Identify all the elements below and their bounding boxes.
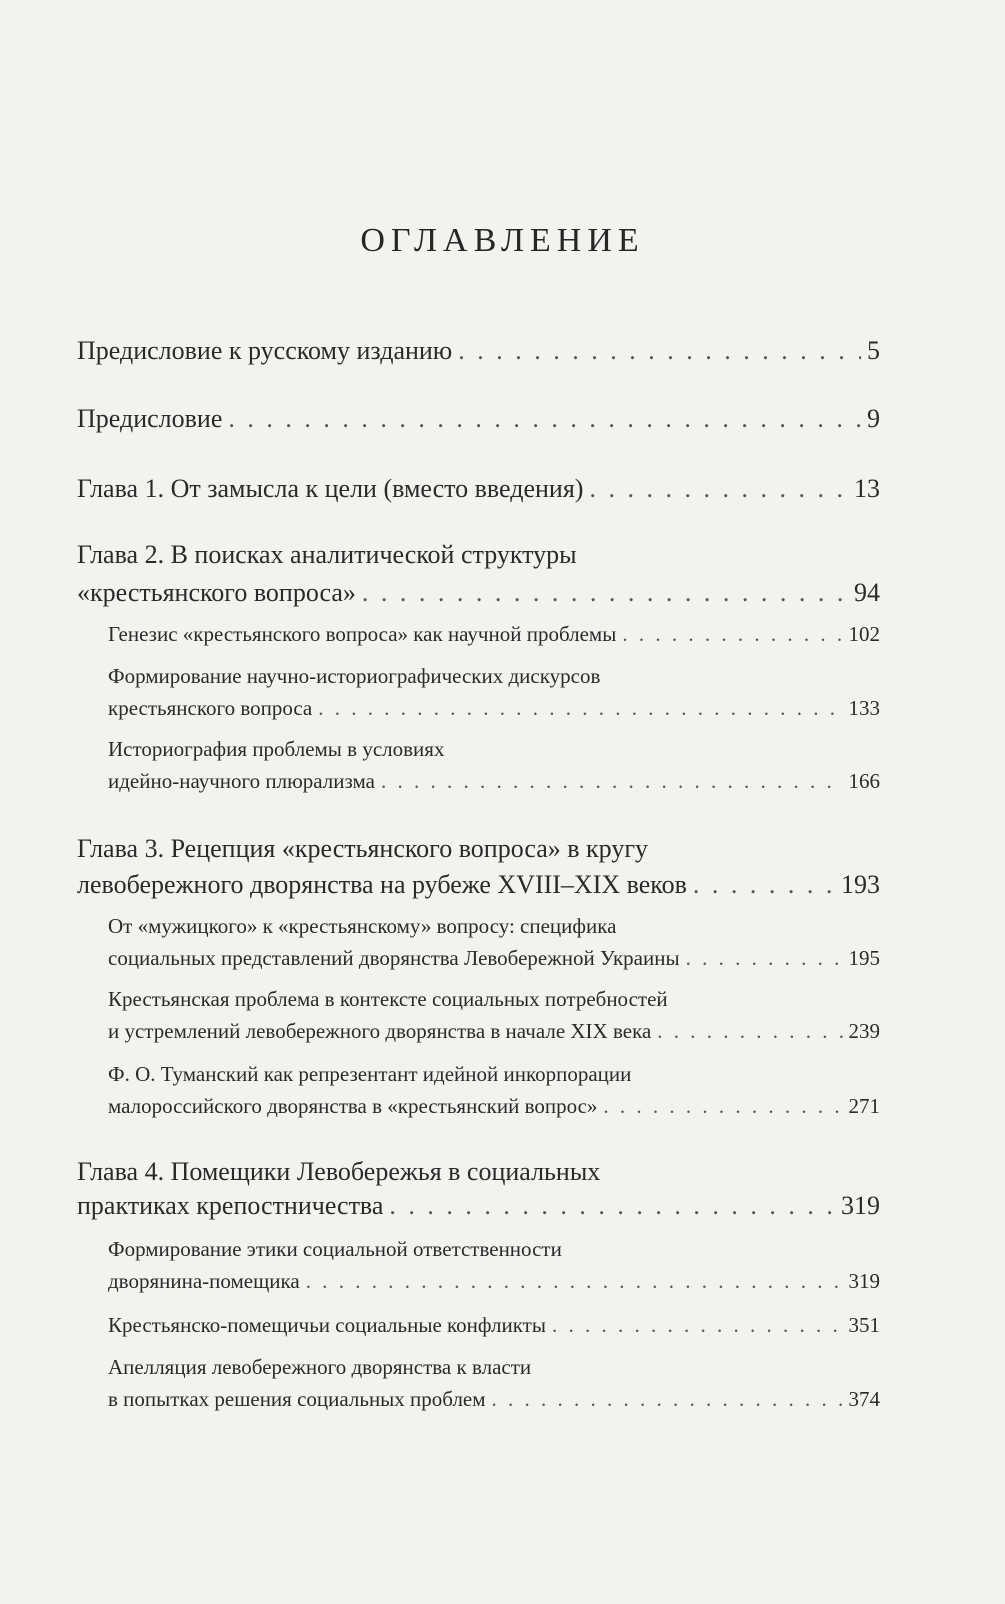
toc-entry-title: дворянина-помещика [108,1269,300,1293]
toc-entry-title-line[interactable]: Глава 4. Помещики Левобережья в социальных [77,1157,601,1186]
leader-dots [622,622,842,647]
leader-dots [492,1387,843,1412]
toc-entry-title: левобережного дворянства на рубеже XVIII–XIX веков [77,870,687,899]
leader-dots [381,769,843,794]
page-title: ОГЛАВЛЕНИЕ [360,222,645,259]
page-number: 13 [854,474,880,503]
leader-dots [657,1019,842,1044]
toc-subentry[interactable] [108,1269,880,1294]
toc-entry-title-line[interactable]: Формирование этики социальной ответственности [108,1237,562,1261]
toc-entry-title-line[interactable]: Глава 2. В поисках аналитической структуры [77,540,577,569]
page-number: 9 [867,404,880,433]
page-number: 351 [848,1313,880,1337]
leader-dots [318,696,842,721]
toc-entry[interactable] [77,578,880,608]
page-number: 5 [867,336,880,365]
toc-entry[interactable] [77,404,880,434]
leader-dots [458,336,861,366]
page-number: 193 [841,870,880,899]
toc-entry-title-line[interactable]: Историография проблемы в условиях [108,737,445,761]
toc-entry-title-line[interactable]: Апелляция левобережного дворянства к власти [108,1355,532,1379]
toc-subentry[interactable] [108,1094,880,1119]
toc-entry[interactable] [77,336,880,366]
toc-entry[interactable] [77,870,880,900]
toc-entry-title: социальных представлений дворянства Левобережной Украины [108,946,680,970]
toc-entry-title: Предисловие [77,404,223,433]
leader-dots [589,474,848,504]
toc-subentry[interactable] [108,946,880,971]
toc-entry-title: малороссийского дворянства в «крестьянский вопрос» [108,1094,598,1118]
toc-subentry[interactable] [108,622,880,647]
page-number: 133 [848,696,880,720]
toc-entry[interactable] [77,1191,880,1221]
leader-dots [686,946,843,971]
leader-dots [552,1313,843,1338]
page-number: 374 [848,1387,880,1411]
toc-entry-title: Крестьянско-помещичьи социальные конфликты [108,1313,546,1337]
leader-dots [693,870,835,900]
toc-entry-title-line[interactable]: Ф. О. Туманский как репрезентант идейной инкорпорации [108,1062,632,1086]
leader-dots [362,578,848,608]
toc-entry-title-line[interactable]: Глава 3. Рецепция «крестьянского вопроса» в кругу [77,834,648,863]
toc-subentry[interactable] [108,696,880,721]
toc-entry-title-line[interactable]: Формирование научно-историографических дискурсов [108,664,601,688]
toc-entry-title-line[interactable]: Крестьянская проблема в контексте социальных потребностей [108,987,668,1011]
leader-dots [306,1269,843,1294]
toc-entry-title: в попытках решения социальных проблем [108,1387,486,1411]
toc-subentry[interactable] [108,769,880,794]
toc-entry-title: Глава 1. От замысла к цели (вместо введения) [77,474,584,503]
page-number: 94 [854,578,880,607]
toc-entry-title: идейно-научного плюрализма [108,769,375,793]
leader-dots [389,1191,835,1221]
toc-entry-title: Предисловие к русскому изданию [77,336,453,365]
toc-entry-title: и устремлений левобережного дворянства в начале XIX века [108,1019,652,1043]
page-number: 271 [848,1094,880,1118]
toc-entry-title: «крестьянского вопроса» [77,578,356,607]
page-number: 195 [848,946,880,970]
toc-entry-title: крестьянского вопроса [108,696,313,720]
toc-subentry[interactable] [108,1019,880,1044]
page-number: 319 [841,1191,880,1220]
toc-entry[interactable] [77,474,880,504]
page-number: 102 [848,622,880,646]
toc-subentry[interactable] [108,1313,880,1338]
leader-dots [603,1094,842,1119]
leader-dots [228,404,861,434]
page-number: 239 [848,1019,880,1043]
page-number: 166 [848,769,880,793]
page-number: 319 [848,1269,880,1293]
toc-entry-title: Генезис «крестьянского вопроса» как научной проблемы [108,622,617,646]
toc-entry-title: практиках крепостничества [77,1191,384,1220]
toc-entry-title-line[interactable]: От «мужицкого» к «крестьянскому» вопросу: специфика [108,914,617,938]
toc-subentry[interactable] [108,1387,880,1412]
